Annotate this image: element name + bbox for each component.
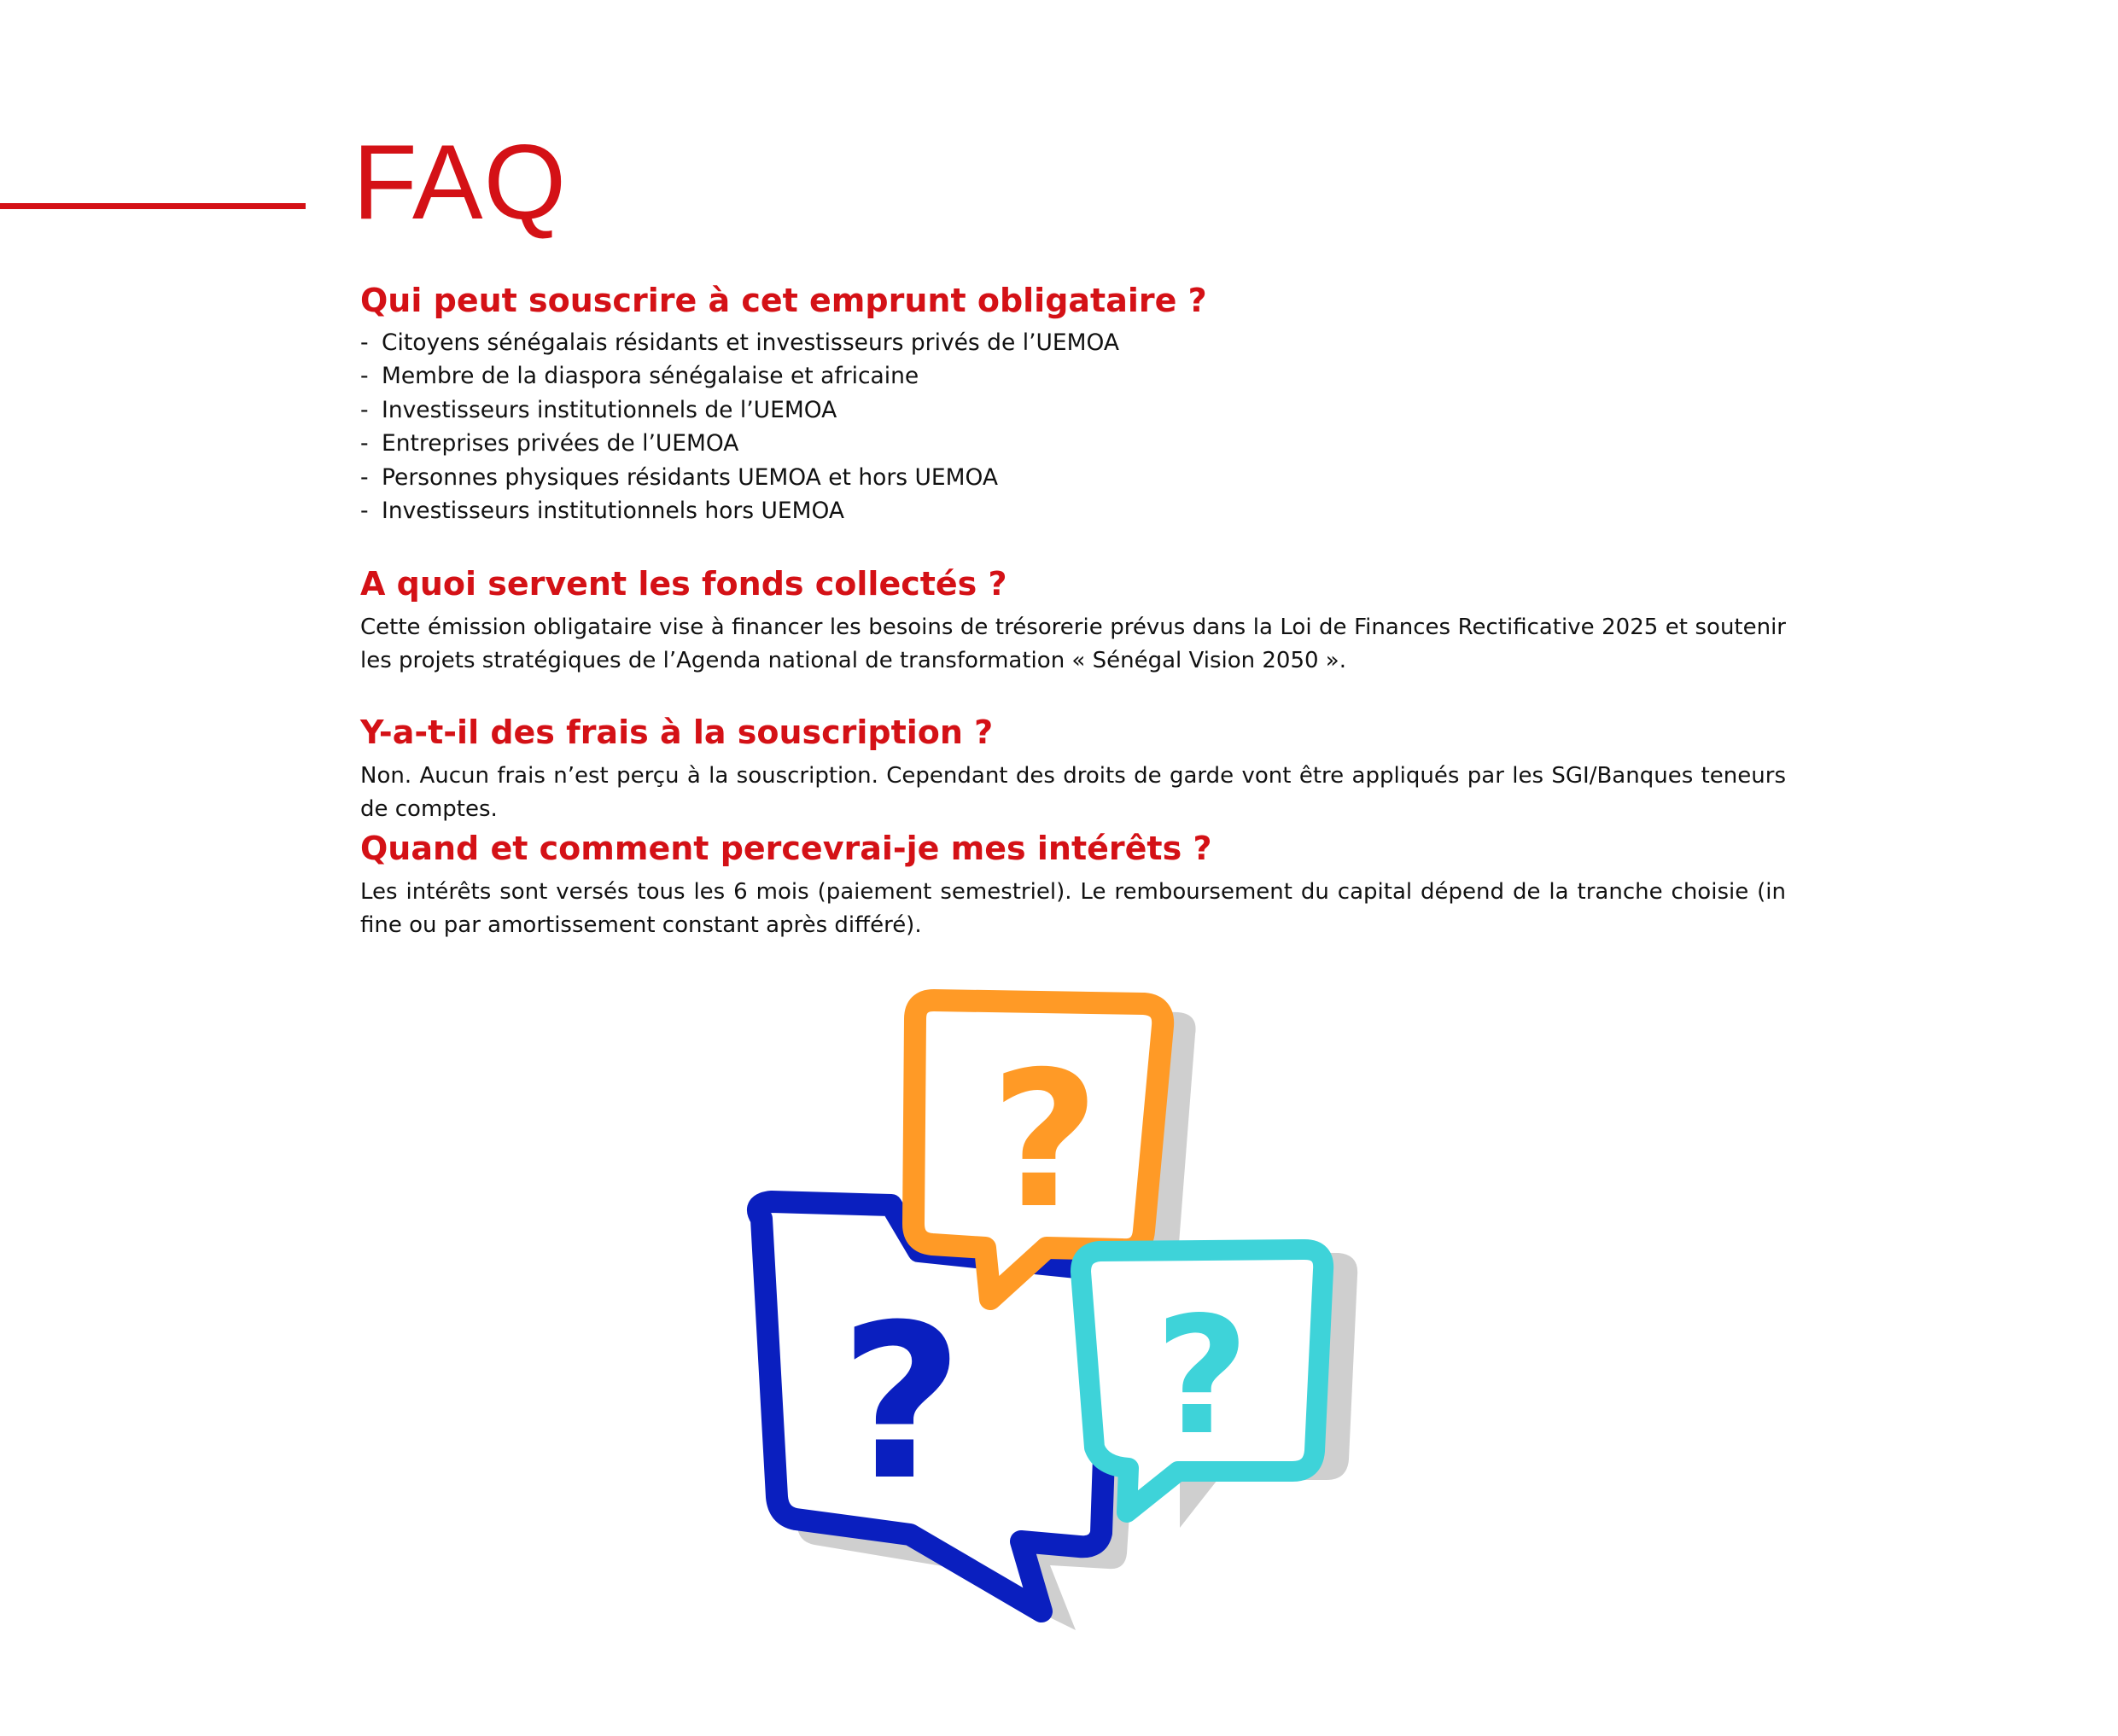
faq-item-interest-payments <box>360 830 1786 943</box>
list-item: - Personnes physiques résidants UEMOA et hors UEMOA <box>360 461 1786 495</box>
faq-question: Qui peut souscrire à cet emprunt obligataire ? <box>360 282 1207 319</box>
list-marker: - <box>360 329 369 356</box>
faq-item-subscription-fees <box>360 714 1786 827</box>
list-marker: - <box>360 498 369 525</box>
list-marker: - <box>360 396 369 423</box>
list-item: - Citoyens sénégalais résidants et investisseurs privés de l’UEMOA <box>360 326 1786 360</box>
faq-item-who-can-subscribe <box>360 282 1786 528</box>
faq-answer: Non. Aucun frais n’est perçu à la souscription. Cependant des droits de garde vont être appliqués par les SGI/Banques teneurs de comptes. <box>360 762 1786 823</box>
faq-answer: Les intérêts sont versés tous les 6 mois (paiement semestriel). Le remboursement du capital dépend de la tranche choisie (in fine ou par amortissement constant après différé). <box>360 878 1786 939</box>
list-item: - Investisseurs institutionnels hors UEMOA <box>360 494 1786 528</box>
question-mark-icon: ? <box>1154 1282 1250 1471</box>
question-bubbles-illustration <box>700 982 1383 1681</box>
eligible-subscribers-list <box>360 326 1786 528</box>
list-item: - Membre de la diaspora sénégalaise et africaine <box>360 359 1786 393</box>
list-marker: - <box>360 430 369 457</box>
faq-item-use-of-funds <box>360 565 1786 679</box>
list-marker: - <box>360 463 369 491</box>
list-marker: - <box>360 363 369 390</box>
question-mark-icon: ? <box>839 1279 964 1527</box>
list-item: - Investisseurs institutionnels de l’UEMOA <box>360 393 1786 428</box>
faq-question: Quand et comment percevrai-je mes intérêts ? <box>360 830 1212 867</box>
faq-answer: Cette émission obligataire vise à financer les besoins de trésorerie prévus dans la Loi de Finances Rectificative 2025 et soutenir les projets stratégiques de l’Agenda national de transformation « Sénégal Vision 2050 ». <box>360 614 1786 674</box>
title-rule <box>0 203 306 209</box>
faq-question: A quoi servent les fonds collectés ? <box>360 565 1007 603</box>
question-mark-icon: ? <box>990 1031 1100 1250</box>
list-item: - Entreprises privées de l’UEMOA <box>360 427 1786 461</box>
faq-question: Y-a-t-il des frais à la souscription ? <box>360 714 994 751</box>
page-title: FAQ <box>353 124 568 242</box>
question-bubbles-icon <box>700 982 1383 1681</box>
